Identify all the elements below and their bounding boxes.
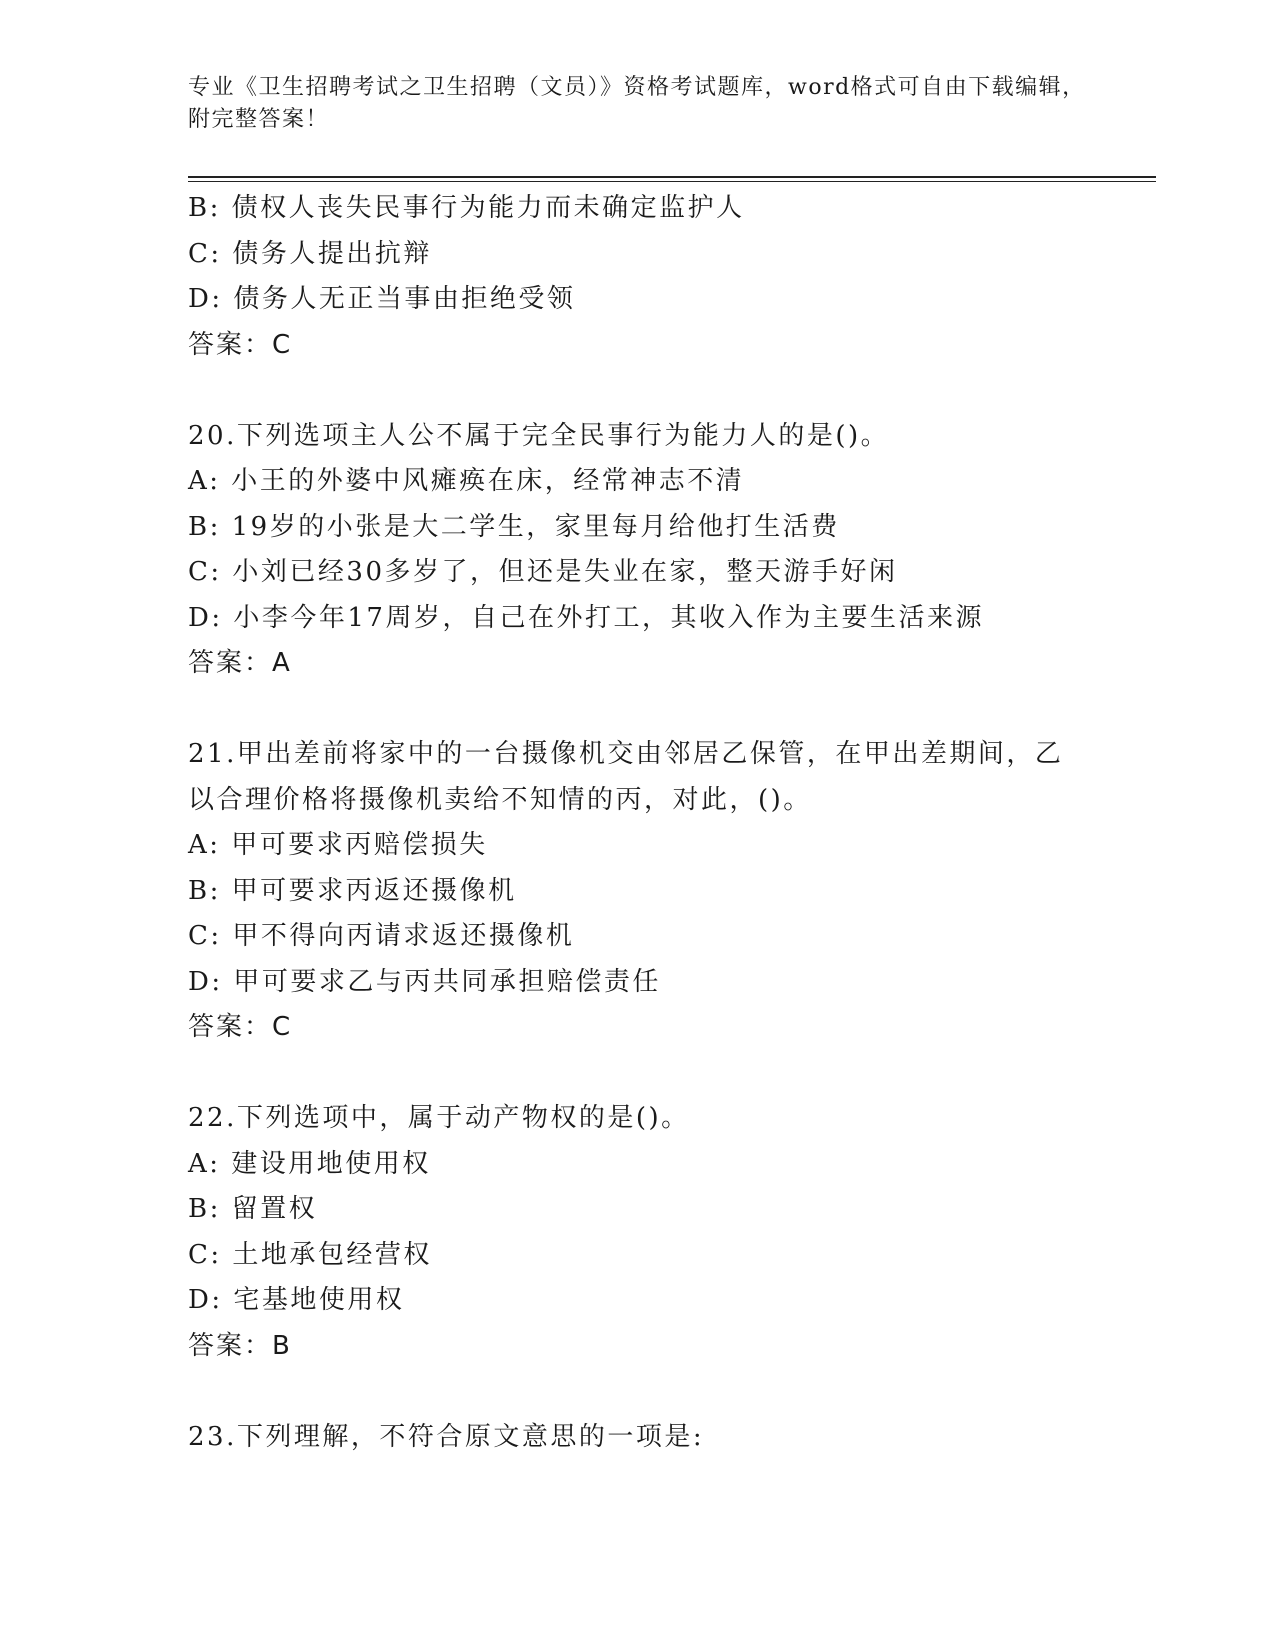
option-c: C: 土地承包经营权	[188, 1239, 432, 1270]
answer-line: 答案：C	[188, 1012, 293, 1042]
option-a: A: 建设用地使用权	[188, 1148, 431, 1179]
answer-line: 答案：C	[188, 329, 293, 360]
option-b: B: 甲可要求丙返还摄像机	[188, 875, 517, 906]
question-21	[188, 732, 1088, 1051]
option-c: C: 甲不得向丙请求返还摄像机	[188, 921, 575, 951]
option-d: D: 甲可要求乙与丙共同承担赔偿责任	[188, 966, 661, 997]
question-23	[188, 1415, 1088, 1461]
question-list	[188, 186, 1088, 1460]
option-b: B: 19岁的小张是大二学生，家里每月给他打生活费	[188, 511, 840, 542]
option-d: D: 小李今年17周岁，自己在外打工，其收入作为主要生活来源	[188, 602, 984, 633]
option-c: C: 小刘已经30多岁了，但还是失业在家，整天游手好闲	[188, 557, 898, 587]
option-a: A: 小王的外婆中风瘫痪在床，经常神志不清	[188, 466, 745, 496]
option-d: D: 债务人无正当事由拒绝受领	[188, 284, 576, 314]
header-rule-thin	[188, 181, 1156, 182]
option-a: A: 甲可要求丙赔偿损失	[188, 830, 488, 860]
answer-line: 答案：B	[188, 1330, 292, 1361]
question-stem: 22.下列选项中，属于动产物权的是()。	[188, 1103, 690, 1133]
question-stem: 20.下列选项主人公不属于完全民事行为能力人的是()。	[188, 420, 890, 451]
option-d: D: 宅基地使用权	[188, 1285, 405, 1315]
page-header: 专业《卫生招聘考试之卫生招聘（文员）》资格考试题库，word格式可自由下载编辑，附完整答案！	[188, 75, 1086, 132]
question-19-continuation	[188, 186, 1088, 368]
question-20	[188, 414, 1088, 687]
option-c: C: 债务人提出抗辩	[188, 238, 432, 269]
question-22	[188, 1096, 1088, 1369]
answer-line: 答案：A	[188, 648, 292, 678]
option-b: B: 留置权	[188, 1194, 318, 1224]
option-b: B: 债权人丧失民事行为能力而未确定监护人	[188, 193, 745, 223]
question-stem: 21.甲出差前将家中的一台摄像机交由邻居乙保管，在甲出差期间，乙以合理价格将摄像机卖给不知情的丙，对此，()。	[188, 739, 1064, 815]
question-stem: 23.下列理解，不符合原文意思的一项是:	[188, 1421, 705, 1452]
header-rule-thick	[188, 176, 1156, 178]
